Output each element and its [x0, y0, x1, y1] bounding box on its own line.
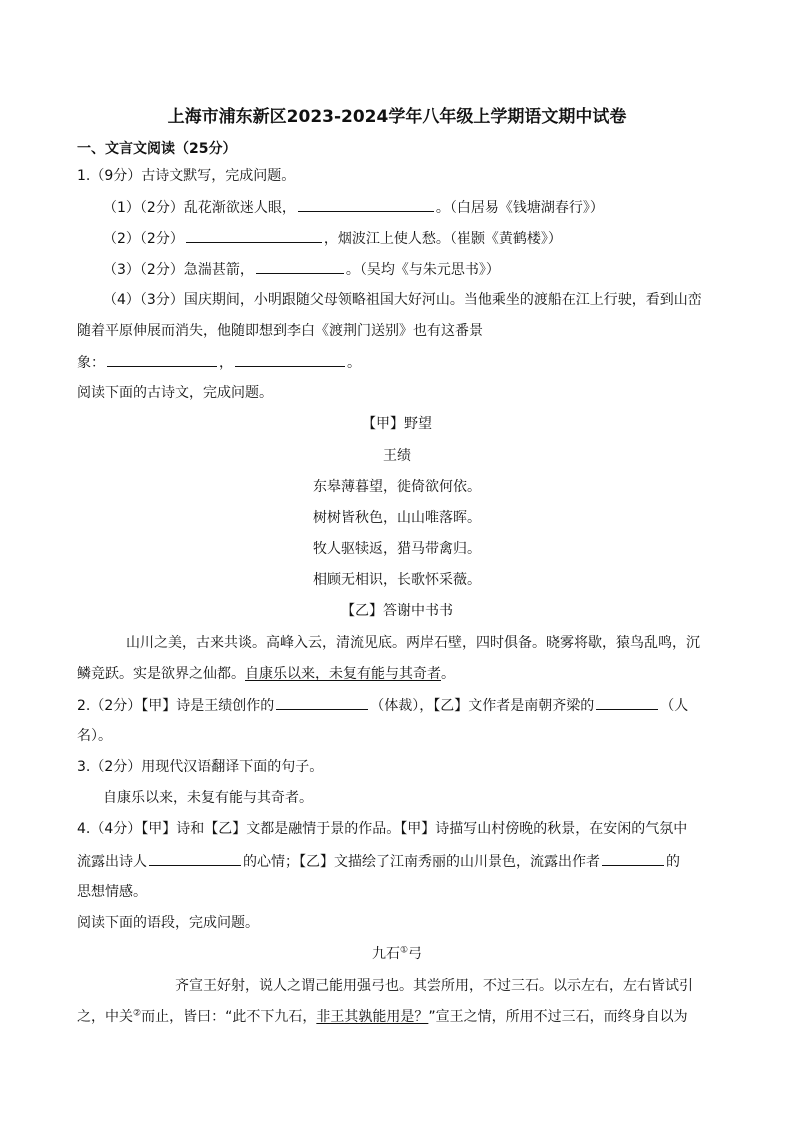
prose-line-2: 鳞竞跃。实是欲界之仙都。自康乐以来，未复有能与其奇者。 [77, 666, 455, 682]
footnote-marker: ② [133, 1008, 142, 1019]
underlined-sentence: 非王其孰能用是？ [316, 1009, 429, 1025]
answer-blank[interactable] [107, 353, 217, 367]
answer-blank[interactable] [602, 852, 664, 866]
question-1-part-4-line-1: （4）（3分）国庆期间，小明跟随父母领略祖国大好河山。当他乘坐的渡船在江上行驶，看到山峦 [103, 292, 702, 308]
poem-title: 【甲】野望 [362, 416, 432, 432]
question-3-stem: 3.（2分）用现代汉语翻译下面的句子。 [77, 759, 324, 775]
answer-blank[interactable] [235, 353, 345, 367]
exam-title: 上海市浦东新区2023-2024学年八年级上学期语文期中试卷 [167, 107, 627, 127]
question-1-part-3: （3）（2分）急湍甚箭， 。（吴均《与朱元思书》） [103, 262, 500, 278]
prose-line-1: 山川之美，古来共谈。高峰入云，清流见底。两岸石壁，四时俱备。晓雾将歇，猿鸟乱鸣，沉 [126, 635, 700, 651]
question-2-line-2: 名）。 [77, 728, 112, 744]
answer-blank[interactable] [256, 260, 344, 274]
reading-instruction-1: 阅读下面的古诗文，完成问题。 [77, 385, 273, 401]
answer-blank[interactable] [298, 198, 434, 212]
question-1-part-4-line-3: 象： ， 。 [77, 355, 361, 371]
question-1-part-2: （2）（2分） ，烟波江上使人愁。（崔颢《黄鹤楼》） [103, 231, 562, 247]
answer-blank[interactable] [276, 696, 368, 710]
question-4-line-2: 流露出诗人 的心情；【乙】文描绘了江南秀丽的山川景色，流露出作者 的 [77, 854, 680, 870]
answer-blank[interactable] [149, 852, 241, 866]
question-3-sentence: 自康乐以来，未复有能与其奇者。 [103, 790, 313, 806]
story-title: 九石①弓 [371, 945, 423, 962]
story-line-2: 之，中关②而止，皆曰：“此不下九石，非王其孰能用是？”宣王之情，所用不过三石，而终身自以为 [77, 1008, 688, 1025]
poem-line: 东皋薄暮望，徙倚欲何依。 [313, 479, 481, 495]
footnote-marker: ① [399, 945, 409, 956]
question-1-part-4-line-2: 随着平原伸展而消失，他随即想到李白《渡荆门送别》也有这番景 [77, 323, 483, 339]
question-4-line-1: 4.（4分）【甲】诗和【乙】文都是融情于景的作品。【甲】诗描写山村傍晚的秋景，在安闲的气氛中 [77, 821, 688, 837]
poem-author: 王绩 [383, 448, 411, 464]
prose-title: 【乙】答谢中书书 [341, 603, 453, 619]
section-heading: 一、文言文阅读（25分） [77, 141, 237, 157]
question-1-part-1: （1）（2分）乱花渐欲迷人眼， 。（白居易《钱塘湖春行》） [103, 200, 604, 216]
story-line-1: 齐宣王好射，说人之谓己能用强弓也。其尝所用，不过三石。以示左右，左右皆试引 [175, 978, 693, 994]
answer-blank[interactable] [186, 229, 322, 243]
question-2: 2.（2分）【甲】诗是王绩创作的 （体裁），【乙】文作者是南朝齐梁的 （人 [77, 698, 689, 714]
poem-line: 相顾无相识，长歌怀采薇。 [313, 572, 481, 588]
poem-line: 树树皆秋色，山山唯落晖。 [313, 510, 481, 526]
underlined-sentence: 自康乐以来，未复有能与其奇者 [245, 666, 441, 682]
reading-instruction-2: 阅读下面的语段，完成问题。 [77, 915, 259, 931]
question-1-stem: 1.（9分）古诗文默写，完成问题。 [77, 168, 296, 184]
question-4-line-3: 思想情感。 [77, 884, 147, 900]
poem-line: 牧人驱犊返，猎马带禽归。 [313, 541, 481, 557]
answer-blank[interactable] [596, 696, 658, 710]
